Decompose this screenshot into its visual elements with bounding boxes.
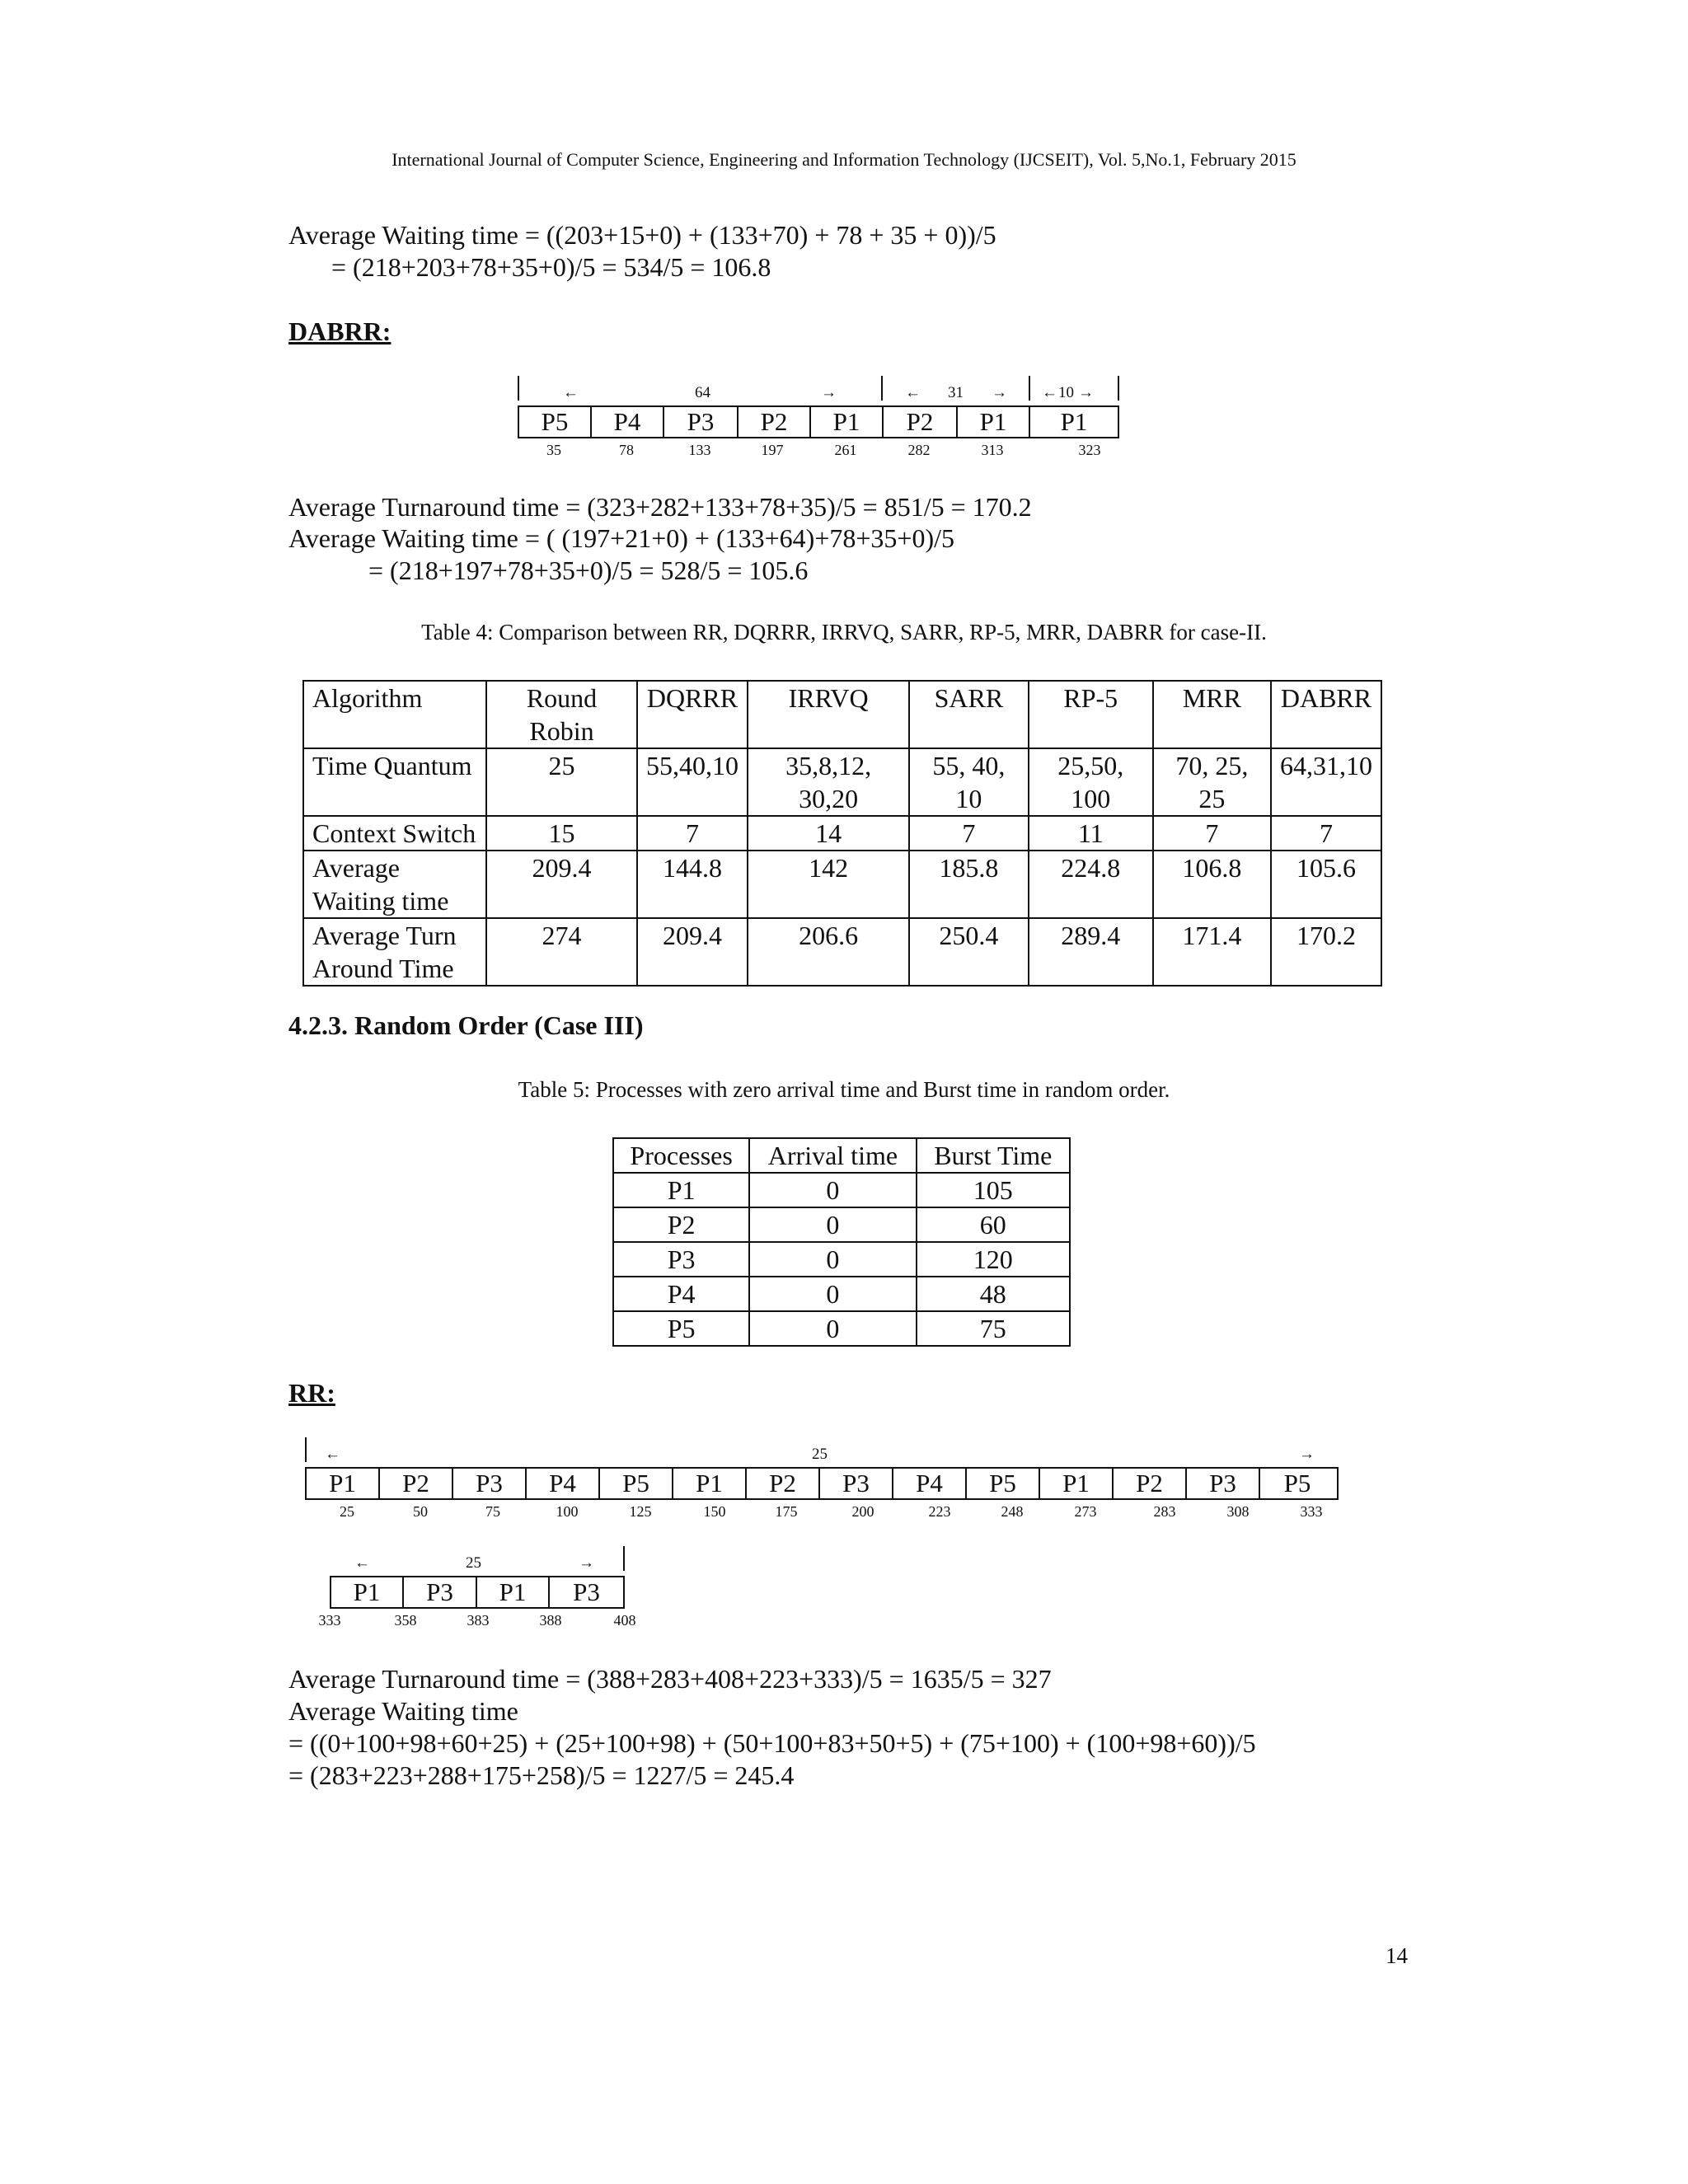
table-row-label: Time Quantum xyxy=(303,748,486,816)
time-tick: 333 xyxy=(1300,1503,1323,1520)
table-row-label: Average Waiting time xyxy=(303,851,486,918)
time-tick: 273 xyxy=(1074,1503,1097,1520)
gantt-cell: P1 xyxy=(1040,1469,1114,1498)
table-header-cell: IRRVQ xyxy=(748,681,909,748)
time-tick: 383 xyxy=(467,1612,490,1629)
gantt-cell: P1 xyxy=(307,1469,380,1498)
table5-caption: Table 5: Processes with zero arrival time and Burst time in random order. xyxy=(518,1077,1170,1102)
gantt-cell: P1 xyxy=(958,407,1030,437)
right-arrow-icon: → xyxy=(992,384,1007,401)
gantt-cell: P1 xyxy=(811,407,884,437)
time-tick: 388 xyxy=(539,1612,562,1629)
right-arrow-icon: → xyxy=(1299,1446,1315,1463)
table-header-row xyxy=(303,681,1381,748)
table-cell: 0 xyxy=(749,1277,916,1311)
table-cell: 48 xyxy=(917,1277,1070,1311)
time-tick: 313 xyxy=(981,442,1004,458)
table-cell: 274 xyxy=(486,918,637,986)
quantum-bracket xyxy=(305,1437,307,1462)
table-cell: P5 xyxy=(613,1311,749,1346)
time-tick: 150 xyxy=(703,1503,726,1520)
table-cell: 0 xyxy=(749,1173,916,1207)
gantt-cell: P4 xyxy=(893,1469,967,1498)
section-heading: 4.2.3. Random Order (Case III) xyxy=(288,1010,644,1040)
rr-heading: RR: xyxy=(288,1378,335,1408)
table-cell: 209.4 xyxy=(637,918,748,986)
gantt-cell: P2 xyxy=(884,407,958,437)
gantt-cell: P1 xyxy=(331,1577,404,1607)
left-arrow-icon: ← xyxy=(1042,384,1057,401)
left-arrow-icon: ← xyxy=(325,1446,340,1463)
table-cell: P1 xyxy=(613,1173,749,1207)
time-tick: 358 xyxy=(394,1612,417,1629)
time-tick: 333 xyxy=(318,1612,341,1629)
table-header-cell: Processes xyxy=(613,1138,749,1173)
time-tick: 282 xyxy=(907,442,931,458)
quantum-bracket xyxy=(1118,376,1119,401)
table-row xyxy=(613,1242,1070,1277)
table-cell: 64,31,10 xyxy=(1271,748,1381,816)
time-tick: 35 xyxy=(546,442,561,458)
time-tick: 25 xyxy=(340,1503,354,1520)
table-row-label: Average Turn Around Time xyxy=(303,918,486,986)
rr-waiting-label: Average Waiting time xyxy=(288,1696,518,1726)
table-cell: 209.4 xyxy=(486,851,637,918)
table-header-cell: Burst Time xyxy=(917,1138,1070,1173)
gantt-cell: P4 xyxy=(527,1469,600,1498)
time-tick: 125 xyxy=(629,1503,652,1520)
time-tick: 78 xyxy=(619,442,634,458)
gantt-cell: P3 xyxy=(820,1469,893,1498)
rr-quantum-row-2 xyxy=(330,1551,626,1576)
table4-comparison xyxy=(302,680,1382,987)
table-cell: 75 xyxy=(917,1311,1070,1346)
left-arrow-icon: ← xyxy=(354,1554,370,1572)
table-row xyxy=(303,748,1381,816)
gantt-cell: P1 xyxy=(477,1577,550,1607)
table-header-cell: SARR xyxy=(909,681,1029,748)
table-cell: 7 xyxy=(637,816,748,851)
rr-quantum-row-1 xyxy=(305,1442,1337,1467)
table-cell: 7 xyxy=(909,816,1029,851)
gantt-cell: P2 xyxy=(747,1469,820,1498)
table4-caption: Table 4: Comparison between RR, DQRRR, IRRVQ, SARR, RP-5, MRR, DABRR for case-II. xyxy=(421,620,1267,644)
left-arrow-icon: ← xyxy=(905,384,921,401)
table-cell: 105 xyxy=(917,1173,1070,1207)
table-cell: 171.4 xyxy=(1153,918,1271,986)
gantt-cell: P3 xyxy=(664,407,738,437)
dabrr-waiting-line-2: = (218+197+78+35+0)/5 = 528/5 = 105.6 xyxy=(368,555,809,585)
table-cell: 35,8,12, 30,20 xyxy=(748,748,909,816)
table-cell: 15 xyxy=(486,816,637,851)
mrr-waiting-line-2: = (218+203+78+35+0)/5 = 534/5 = 106.8 xyxy=(331,252,771,282)
table-cell: 70, 25, 25 xyxy=(1153,748,1271,816)
table-cell: 55, 40, 10 xyxy=(909,748,1029,816)
table-row xyxy=(613,1173,1070,1207)
rr-turnaround-line: Average Turnaround time = (388+283+408+223+333)/5 = 1635/5 = 327 xyxy=(288,1664,1052,1694)
time-tick: 200 xyxy=(851,1503,874,1520)
dabrr-gantt-chart xyxy=(518,381,1119,458)
dabrr-time-ticks xyxy=(518,438,1119,458)
journal-header: International Journal of Computer Science, Engineering and Information Technology (IJCSEIT), Vol. 5,No.1, February 2015 xyxy=(392,149,1296,170)
table-header-cell: MRR xyxy=(1153,681,1271,748)
table-header-cell: Arrival time xyxy=(749,1138,916,1173)
table-cell: 0 xyxy=(749,1311,916,1346)
table-header-cell: DABRR xyxy=(1271,681,1381,748)
table-header-cell: Round Robin xyxy=(486,681,637,748)
table-cell: 120 xyxy=(917,1242,1070,1277)
dabrr-quantum-row xyxy=(518,381,1119,405)
table-cell: 55,40,10 xyxy=(637,748,748,816)
gantt-cell: P3 xyxy=(453,1469,527,1498)
quantum-label: 25 xyxy=(466,1554,481,1572)
quantum-label: 31 xyxy=(948,384,964,401)
quantum-label: 64 xyxy=(695,384,710,401)
left-arrow-icon: ← xyxy=(563,384,579,401)
time-tick: 283 xyxy=(1153,1503,1176,1520)
gantt-cell: P2 xyxy=(1114,1469,1187,1498)
rr-time-ticks-2 xyxy=(318,1609,659,1629)
quantum-bracket xyxy=(881,376,883,401)
table-cell: 7 xyxy=(1153,816,1271,851)
table-cell: 7 xyxy=(1271,816,1381,851)
page-number: 14 xyxy=(1386,1943,1408,1968)
quantum-bracket xyxy=(623,1546,625,1571)
rr-waiting-line-1: = ((0+100+98+60+25) + (25+100+98) + (50+100+83+50+5) + (75+100) + (100+98+60))/5 xyxy=(288,1728,1256,1758)
dabrr-heading: DABRR: xyxy=(288,316,392,346)
gantt-cell: P2 xyxy=(738,407,811,437)
rr-time-ticks-1 xyxy=(305,1500,1337,1520)
quantum-bracket xyxy=(518,376,519,401)
rr-gantt-chart-2 xyxy=(318,1551,659,1629)
table-cell: 14 xyxy=(748,816,909,851)
table5-processes xyxy=(612,1137,1071,1347)
table-cell: P2 xyxy=(613,1207,749,1242)
rr-gantt-chart-1 xyxy=(305,1442,1339,1520)
table-row-label: Context Switch xyxy=(303,816,486,851)
table-cell: 142 xyxy=(748,851,909,918)
gantt-cell: P5 xyxy=(967,1469,1040,1498)
quantum-label: 25 xyxy=(812,1446,828,1463)
table-cell: 250.4 xyxy=(909,918,1029,986)
table-cell: 224.8 xyxy=(1029,851,1153,918)
gantt-cell: P3 xyxy=(1187,1469,1260,1498)
time-tick: 261 xyxy=(834,442,857,458)
table-cell: 185.8 xyxy=(909,851,1029,918)
table-cell: P4 xyxy=(613,1277,749,1311)
time-tick: 50 xyxy=(413,1503,428,1520)
table-header-cell: DQRRR xyxy=(637,681,748,748)
table-cell: 25,50, 100 xyxy=(1029,748,1153,816)
table-header-cell: RP-5 xyxy=(1029,681,1153,748)
mrr-waiting-line-1: Average Waiting time = ((203+15+0) + (133+70) + 78 + 35 + 0))/5 xyxy=(288,220,996,250)
gantt-cell: P3 xyxy=(573,1577,600,1606)
quantum-bracket xyxy=(1029,376,1030,401)
table-cell: 25 xyxy=(486,748,637,816)
dabrr-gantt-cells xyxy=(518,405,1119,438)
quantum-label: 10 xyxy=(1058,384,1074,401)
gantt-cell: P2 xyxy=(380,1469,453,1498)
table-cell: 144.8 xyxy=(637,851,748,918)
gantt-cell: P4 xyxy=(592,407,664,437)
time-tick: 248 xyxy=(1001,1503,1024,1520)
right-arrow-icon: → xyxy=(579,1554,594,1572)
time-tick: 223 xyxy=(928,1503,951,1520)
table-cell: 105.6 xyxy=(1271,851,1381,918)
table-header-cell: Algorithm xyxy=(303,681,486,748)
table-row xyxy=(613,1311,1070,1346)
table-cell: 60 xyxy=(917,1207,1070,1242)
time-tick: 408 xyxy=(613,1612,636,1629)
table-cell: 0 xyxy=(749,1207,916,1242)
table-row xyxy=(303,851,1381,918)
gantt-cell: P5 xyxy=(1283,1469,1311,1497)
table-cell: 11 xyxy=(1029,816,1153,851)
table-header-row xyxy=(613,1138,1070,1173)
table-row xyxy=(303,918,1381,986)
gantt-cell: P5 xyxy=(600,1469,673,1498)
time-tick: 323 xyxy=(1078,442,1101,458)
table-cell: 289.4 xyxy=(1029,918,1153,986)
time-tick: 75 xyxy=(485,1503,500,1520)
time-tick: 308 xyxy=(1226,1503,1250,1520)
table-row xyxy=(613,1277,1070,1311)
table-cell: 0 xyxy=(749,1242,916,1277)
table-row xyxy=(303,816,1381,851)
time-tick: 133 xyxy=(688,442,711,458)
table-cell: 106.8 xyxy=(1153,851,1271,918)
gantt-cell: P5 xyxy=(519,407,592,437)
rr-waiting-line-2: = (283+223+288+175+258)/5 = 1227/5 = 245.4 xyxy=(288,1760,795,1790)
right-arrow-icon: → xyxy=(821,384,837,401)
table-row xyxy=(613,1207,1070,1242)
time-tick: 197 xyxy=(761,442,784,458)
table-cell: 206.6 xyxy=(748,918,909,986)
rr-gantt-cells-1 xyxy=(305,1467,1339,1500)
gantt-cell: P1 xyxy=(1060,407,1088,436)
right-arrow-icon: → xyxy=(1078,384,1094,401)
time-tick: 175 xyxy=(775,1503,798,1520)
table-cell: 170.2 xyxy=(1271,918,1381,986)
dabrr-waiting-line-1: Average Waiting time = ( (197+21+0) + (133+64)+78+35+0)/5 xyxy=(288,523,955,553)
table-cell: P3 xyxy=(613,1242,749,1277)
rr-gantt-cells-2 xyxy=(330,1576,625,1609)
time-tick: 100 xyxy=(556,1503,579,1520)
gantt-cell: P3 xyxy=(404,1577,477,1607)
gantt-cell: P1 xyxy=(673,1469,747,1498)
dabrr-turnaround-line: Average Turnaround time = (323+282+133+78+35)/5 = 851/5 = 170.2 xyxy=(288,492,1032,522)
